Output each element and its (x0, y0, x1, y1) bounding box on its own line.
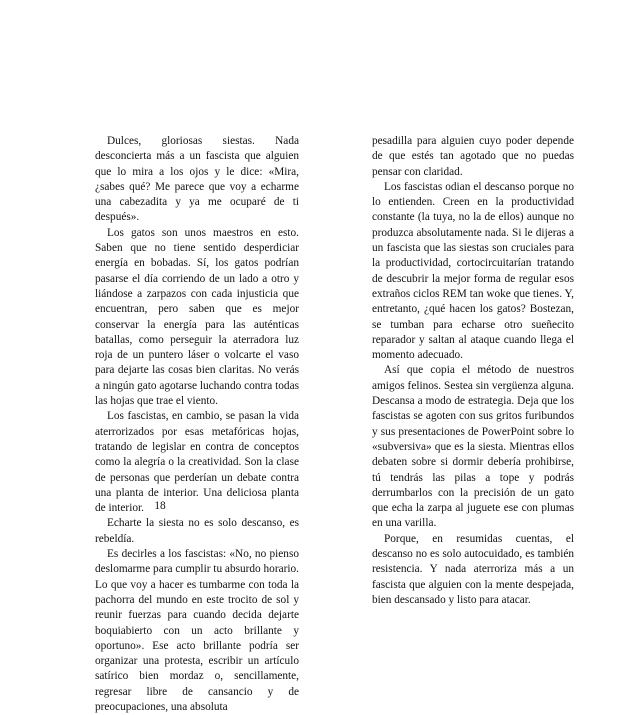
paragraph-fascists-leaves: Los fascistas, en cambio, se pasan la vida aterrorizados por esas metafóricas hojas, tratando de legislar en contra de conceptos como la alegría o la creatividad. Son la clase de personas que perderían un debate contra una planta de interior. Una deliciosa planta de interior. (95, 410, 299, 515)
paragraph-nightmare: pesadilla para alguien cuyo poder depende de que estés tan agotado que no puedas pensar con claridad. (372, 135, 574, 178)
paragraph-cats-masters: Los gatos son unos maestros en esto. Saben que no tiene sentido desperdiciar energía en bobadas. Sí, los gatos podrían pasarse el día corriendo de un lado a otro y liándose a zarpazos con cada injusticia que encuentran, pero saben que es mejor conservar la energía para las auténticas batallas, como perseguir la aterradora luz roja de un puntero láser o volcarte el vaso para dejarte las cosas bien claritas. No verás a ningún gato agotarse luchando contra todas las hojas que trae el viento. (95, 226, 299, 408)
paragraph-hate-rest: Los fascistas odian el descanso porque no lo entienden. Creen en la productividad constante (la tuya, no la de ellos) aunque no produzca absolutamente nada. Si le dijeras a un fascista que las siestas son cruciales para la productividad, cortocircuitarían tratando de descubrir la mejor forma de regular esos extraños ciclos REM tan woke que tienes. Y, entretanto, ¿qué hacen los gatos? Bostezan, se tumban para echarse otro sueñecito reparador y saltan al ataque cuando llega el momento adecuado. (372, 180, 574, 362)
paragraph-copy-method: Así que copia el método de nuestros amigos felinos. Sestea sin vergüenza alguna. Descansa a modo de estrategia. Deja que los fascistas se agoten con sus gritos furibundos y sus presentaciones de PowerPoint sobre lo «subversiva» que es la siesta. Mientras ellos debaten sobre si dormir debería prohibirse, tú tendrás las pilas a tope y podrás derrumbarlos con la precisión de un gato que echa la zarpa al juguete ese con plumas en una varilla. (372, 364, 574, 530)
page-number: 18 (154, 500, 166, 512)
paragraph-telling-fascists: Es decirles a los fascistas: «No, no pienso deslomarme para cumplir tu absurdo horario. Lo que voy a hacer es tumbarme con toda la pachorra del mundo en este trocito de sol y reunir fuerzas para cuando decida dejarte boquiabierto con un acto brillante y oportuno». Ese acto brillante podría ser organizar una protesta, escribir un artículo satírico bien mordaz o, sencillamente, regresar libre de cansancio y de preocupaciones, una absoluta (95, 548, 299, 713)
paragraph-resistance: Porque, en resumidas cuentas, el descanso no es solo autocuidado, es también resistencia. Y nada aterroriza más a un fascista que alguien con la mente despejada, bien descansado y listo para atacar. (372, 532, 574, 606)
paragraph-rebellion: Echarte la siesta no es solo descanso, es rebeldía. (95, 517, 299, 545)
right-page-text (372, 134, 574, 608)
paragraph-naps: Dulces, gloriosas siestas. Nada desconcierta más a un fascista que alguien que lo mira a los ojos y le dice: «Mira, ¿sabes qué? Me parece que voy a echarme una cabezadita y ya me ocuparé de ti después». (95, 135, 299, 224)
left-page-text (95, 134, 299, 715)
